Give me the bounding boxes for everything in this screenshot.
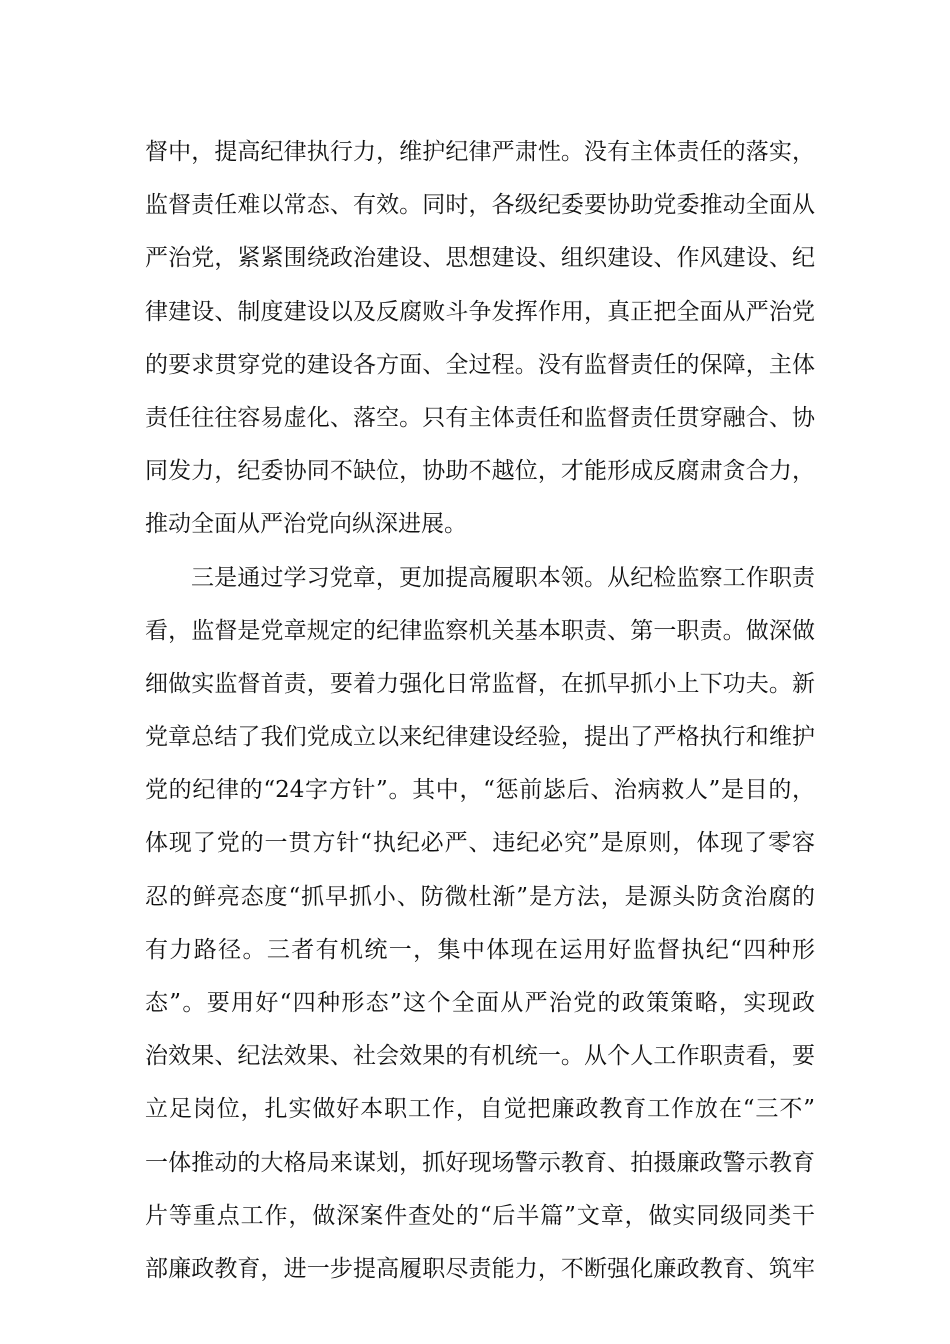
text-line: 的要求贯穿党的建设各方面、全过程。没有监督责任的保障，主体 (145, 351, 815, 378)
body-text (145, 126, 815, 1296)
text-line: 部廉政教育，进一步提高履职尽责能力，不断强化廉政教育、筑牢 (145, 1255, 815, 1282)
text-line: 同发力，纪委协同不缺位，协助不越位，才能形成反腐肃贪合力， (145, 458, 815, 485)
text-line: 体现了党的一贯方针“执纪必严、违纪必究”是原则，体现了零容 (145, 830, 815, 857)
paragraph-start-line: 三是通过学习党章，更加提高履职本领。从纪检监察工作职责 (191, 564, 815, 591)
text-line: 督中，提高纪律执行力，维护纪律严肃性。没有主体责任的落实， (145, 139, 815, 165)
text-line: 严治党，紧紧围绕政治建设、思想建设、组织建设、作风建设、纪 (145, 245, 815, 272)
text-line: 党的纪律的“24字方针”。其中，“惩前毖后、治病救人”是目的， (145, 777, 815, 804)
text-line: 推动全面从严治党向纵深进展。 (145, 511, 467, 538)
text-line: 态”。要用好“四种形态”这个全面从严治党的政策策略，实现政 (145, 990, 815, 1016)
text-line: 片等重点工作，做深案件查处的“后半篇”文章，做实同级同类干 (145, 1202, 815, 1229)
text-line: 责任往往容易虚化、落空。只有主体责任和监督责任贯穿融合、协 (145, 404, 815, 431)
text-line: 党章总结了我们党成立以来纪律建设经验，提出了严格执行和维护 (145, 724, 815, 751)
text-line: 忍的鲜亮态度“抓早抓小、防微杜渐”是方法，是源头防贪治腐的 (145, 883, 815, 910)
text-line: 律建设、制度建设以及反腐败斗争发挥作用，真正把全面从严治党 (145, 298, 815, 325)
text-line: 监督责任难以常态、有效。同时，各级纪委要协助党委推动全面从 (145, 192, 815, 219)
text-line: 立足岗位，扎实做好本职工作，自觉把廉政教育工作放在“三不” (145, 1096, 815, 1123)
text-line: 一体推动的大格局来谋划，抓好现场警示教育、拍摄廉政警示教育 (145, 1149, 815, 1176)
text-line: 细做实监督首责，要着力强化日常监督，在抓早抓小上下功夫。新 (145, 670, 815, 697)
text-line: 看，监督是党章规定的纪律监察机关基本职责、第一职责。做深做 (145, 617, 815, 644)
text-line: 治效果、纪法效果、社会效果的有机统一。从个人工作职责看，要 (145, 1043, 815, 1070)
text-line: 有力路径。三者有机统一，集中体现在运用好监督执纪“四种形 (145, 936, 815, 963)
